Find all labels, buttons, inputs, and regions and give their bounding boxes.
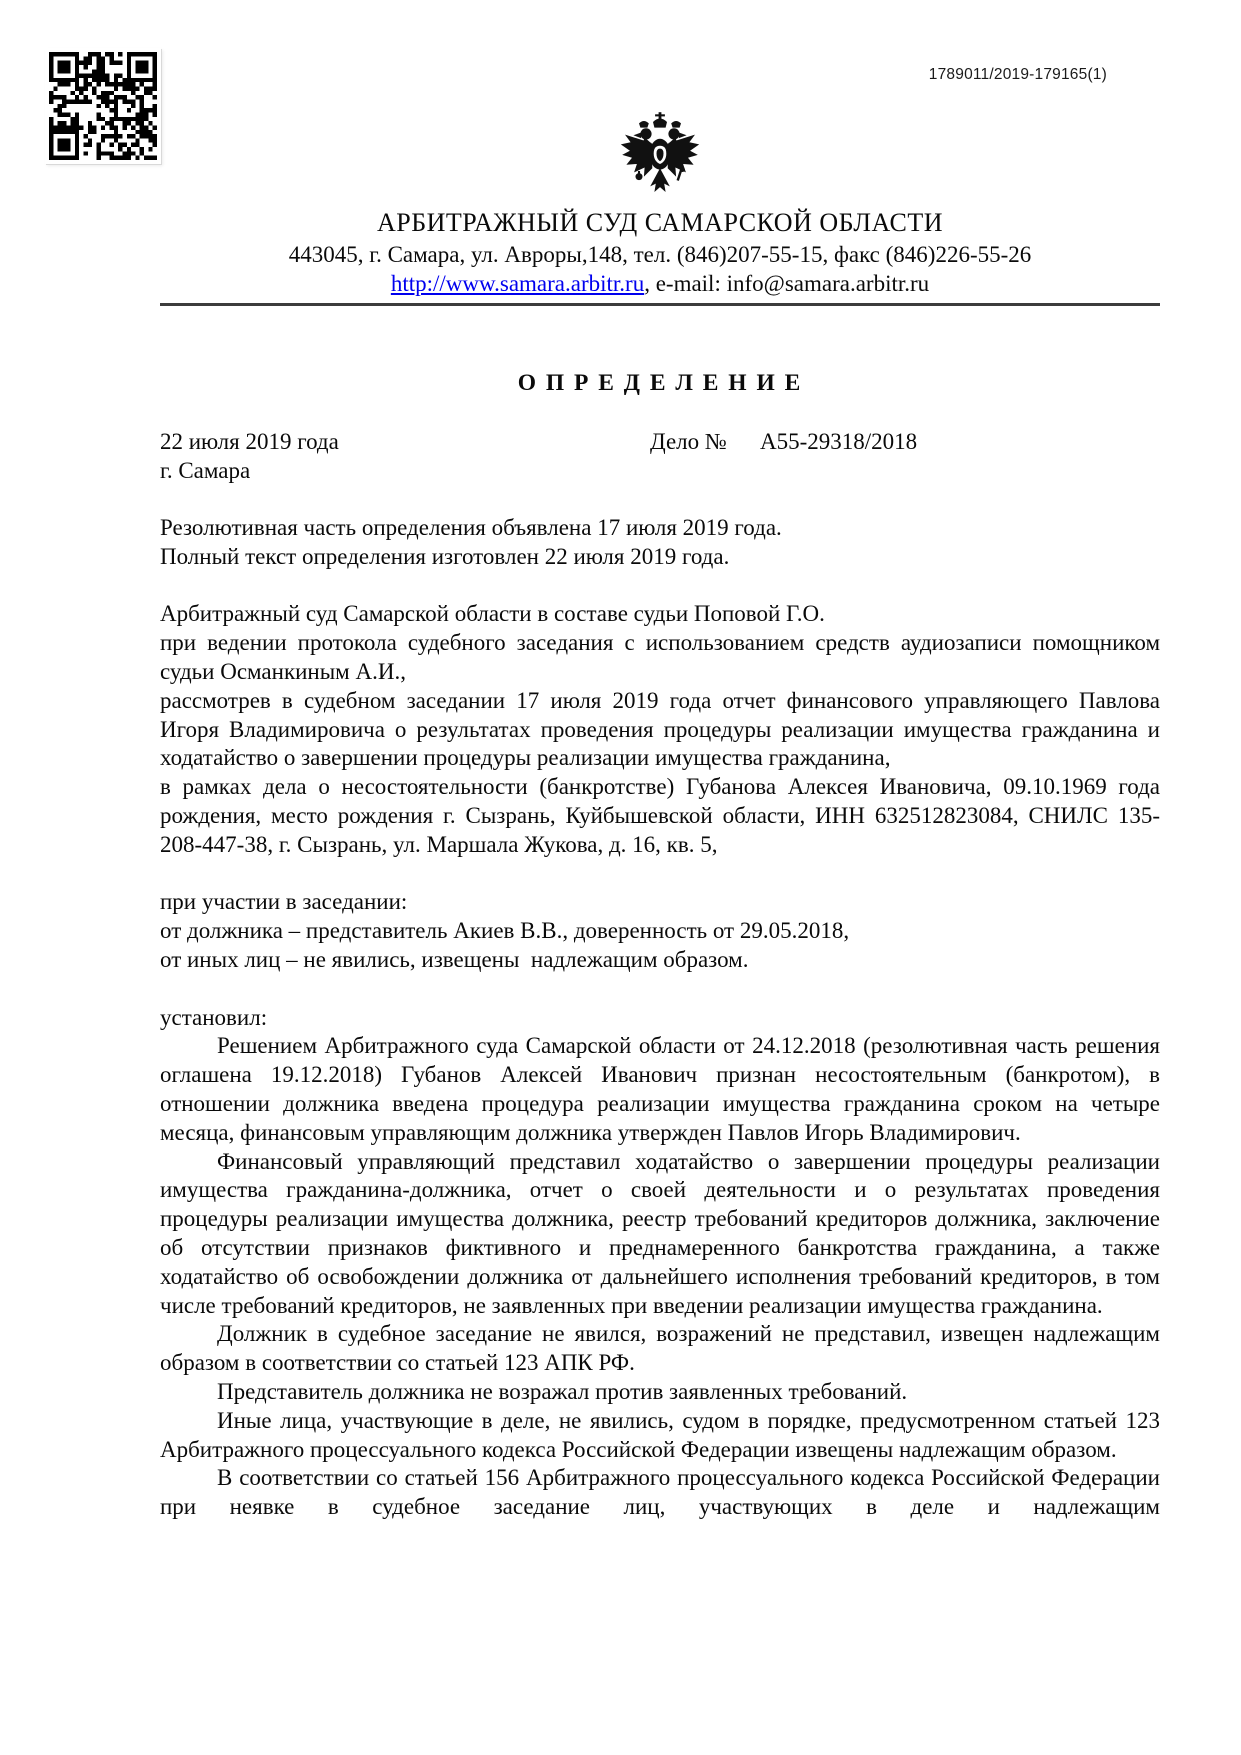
court-name: АРБИТРАЖНЫЙ СУД САМАРСКОЙ ОБЛАСТИ (376, 208, 944, 237)
body-paragraph: Финансовый управляющий представил ходатайство о завершении процедуры реализации имущества гражданина-должника, отчет о своей деятельности и о результатах проведения процедуры реализации имущества должника, реестр требований кредиторов должника, заключение об отсутствии признаков фиктивного и преднамеренного банкротства гражданина, а также ходатайство об освобождении должника от дальнейшего исполнения требований кредиторов, в том числе требований кредиторов, не заявленных при введении реализации имущества гражданина. (160, 1148, 1160, 1318)
document-content (160, 0, 1160, 1522)
court-email-text: , e-mail: info@samara.arbitr.ru (644, 271, 930, 296)
body-paragraph: Арбитражный суд Самарской области в составе судьи Поповой Г.О. (160, 601, 825, 627)
body-paragraph: установил: (160, 1004, 268, 1030)
russia-coat-of-arms-icon (160, 112, 1160, 202)
body-paragraph: при участии в заседании: (160, 889, 408, 915)
body-paragraph: в рамках дела о несостоятельности (банкротстве) Губанова Алексея Ивановича, 09.10.1969 года рождения, место рождения г. Сызрань, Куйбышевской области, ИНН 632512823084, СНИЛС 135-208-447-38, г. Сызрань, ул. Маршала Жукова, д. 16, кв. 5, (160, 774, 1160, 857)
ruling-body (160, 514, 1160, 1522)
document-registration-number: 1789011/2019-179165(1) (928, 66, 1107, 83)
body-paragraph: от иных лиц – не явились, извещены надлежащим образом. (160, 946, 749, 972)
court-address: 443045, г. Самара, ул. Авроры,148, тел. (846)207-55-15, факс (846)226-55-26 (288, 242, 1032, 267)
case-number-label: Дело № (650, 429, 727, 454)
header-divider (160, 303, 1160, 306)
body-paragraph: В соответствии со статьей 156 Арбитражного процессуального кодекса Российской Федерации при неявке в судебное заседание лиц, участвующих в деле и надлежащим (160, 1465, 1160, 1520)
case-info-row (160, 427, 1160, 456)
body-paragraph: от должника – представитель Акиев В.В., доверенность от 29.05.2018, (160, 918, 850, 944)
body-paragraph: Должник в судебное заседание не явился, возражений не представил, извещен надлежащим образом в соответствии со статьей 123 АПК РФ. (160, 1321, 1160, 1376)
court-website-link[interactable]: http://www.samara.arbitr.ru (390, 271, 645, 296)
body-paragraph: рассмотрев в судебном заседании 17 июля 2019 года отчет финансового управляющего Павлова Игоря Владимировича о результатах проведения процедуры реализации имущества гражданина и ходатайство о завершении процедуры реализации имущества гражданина, (160, 687, 1160, 771)
city: г. Самара (160, 458, 251, 483)
qr-code-icon (45, 48, 161, 164)
court-contacts (160, 269, 1160, 298)
body-paragraph: Решением Арбитражного суда Самарской области от 24.12.2018 (резолютивная часть решения оглашена 19.12.2018) Губанов Алексей Иванович признан несостоятельным (банкротом), в отношении должника введена процедура реализации имущества гражданина сроком на четыре месяца, финансовым управляющим должника утвержден Павлов Игорь Владимирович. (160, 1033, 1160, 1145)
body-paragraph: Представитель должника не возражал против заявленных требований. (217, 1378, 908, 1404)
body-paragraph: Иные лица, участвующие в деле, не явились, судом в порядке, предусмотренном статьей 123 Арбитражного процессуального кодекса Российской Федерации извещены надлежащим образом. (160, 1407, 1160, 1462)
page-title: О П Р Е Д Е Л Е Н И Е (517, 370, 803, 396)
case-number: А55-29318/2018 (760, 429, 918, 454)
body-paragraph: Резолютивная часть определения объявлена 17 июля 2019 года. (160, 515, 782, 540)
body-paragraph: Полный текст определения изготовлен 22 июля 2019 года. (160, 543, 730, 569)
body-paragraph: при ведении протокола судебного заседания с использованием средств аудиозаписи помощником судьи Османкиным А.И., (160, 630, 1160, 684)
ruling-date: 22 июля 2019 года (160, 429, 339, 454)
